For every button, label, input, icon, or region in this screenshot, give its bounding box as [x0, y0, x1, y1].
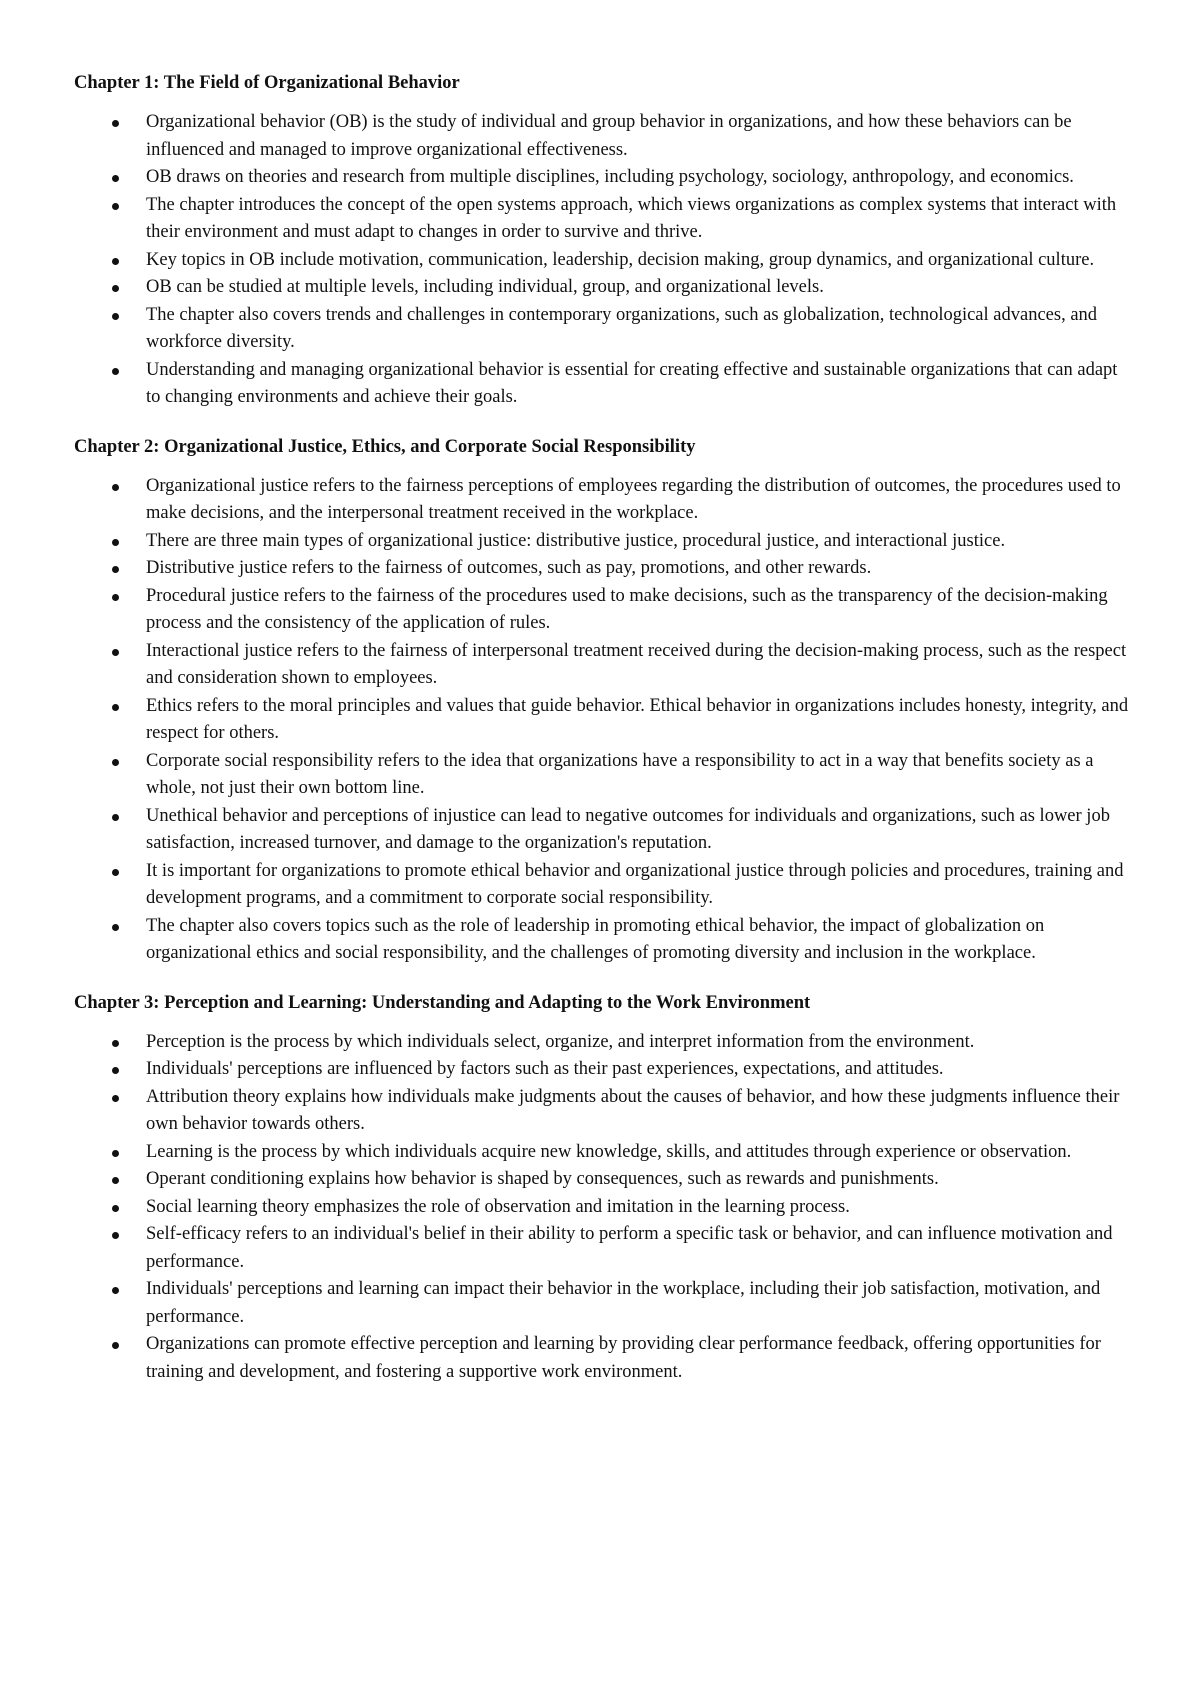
bullet-icon [112, 120, 119, 127]
list-item [74, 1139, 1134, 1167]
bullet-text: It is important for organizations to promote ethical behavior and organizational justice through policies and procedures, training and development programs, and a commitment to corporate social responsibility. [146, 860, 1124, 908]
bullet-text: OB can be studied at multiple levels, including individual, group, and organizational levels. [146, 277, 824, 297]
bullet-icon [112, 814, 119, 821]
bullet-text: Self-efficacy refers to an individual's belief in their ability to perform a specific task or behavior, and can influence motivation and performance. [146, 1224, 1113, 1272]
bullet-icon [112, 704, 119, 711]
bullet-icon [112, 484, 119, 491]
list-item [74, 1166, 1134, 1194]
list-item [74, 473, 1134, 528]
bullet-icon [112, 368, 119, 375]
chapter-1-title: Chapter 1: The Field of Organizational Behavior [74, 73, 460, 93]
list-item [74, 528, 1134, 556]
chapter-2-title: Chapter 2: Organizational Justice, Ethics, and Corporate Social Responsibility [74, 436, 696, 457]
bullet-icon [112, 924, 119, 931]
bullet-icon [112, 649, 119, 656]
list-item [74, 1029, 1134, 1057]
bullet-text: Perception is the process by which individuals select, organize, and interpret information from the environment. [146, 1031, 975, 1052]
list-item [74, 555, 1134, 583]
chapter-1-bullet-list [74, 109, 1134, 412]
bullet-icon [112, 313, 119, 320]
bullet-icon [112, 539, 119, 546]
list-item [74, 583, 1134, 638]
list-item [74, 192, 1134, 247]
list-item [74, 247, 1134, 275]
list-item [74, 1276, 1134, 1331]
bullet-icon [112, 869, 119, 876]
bullet-text: Operant conditioning explains how behavior is shaped by consequences, such as rewards and punishments. [146, 1169, 939, 1189]
bullet-text: Key topics in OB include motivation, communication, leadership, decision making, group dynamics, and organizational culture. [146, 249, 1095, 270]
list-item [74, 164, 1134, 192]
bullet-text: Organizational justice refers to the fairness perceptions of employees regarding the distribution of outcomes, the procedures used to make decisions, and the interpersonal treatment received in the workplace. [146, 475, 1121, 523]
bullet-icon [112, 759, 119, 766]
bullet-text: The chapter introduces the concept of the open systems approach, which views organizations as complex systems that interact with their environment and must adapt to changes in order to survive and thrive. [146, 194, 1117, 242]
list-item [74, 1221, 1134, 1276]
bullet-icon [112, 1040, 119, 1047]
bullet-text: The chapter also covers trends and challenges in contemporary organizations, such as globalization, technological advances, and workforce diversity. [146, 304, 1098, 352]
bullet-icon [112, 1232, 119, 1239]
bullet-icon [112, 258, 119, 265]
chapter-2-bullet-list [74, 473, 1134, 968]
bullet-text: Distributive justice refers to the fairness of outcomes, such as pay, promotions, and other rewards. [146, 558, 872, 578]
chapter-3-bullet-list [74, 1029, 1134, 1387]
list-item [74, 913, 1134, 968]
list-item [74, 109, 1134, 164]
bullet-text: Ethics refers to the moral principles and values that guide behavior. Ethical behavior in organizations includes honesty, integrity, and respect for others. [146, 695, 1129, 743]
list-item [74, 803, 1134, 858]
bullet-text: Unethical behavior and perceptions of injustice can lead to negative outcomes for individuals and organizations, such as lower job satisfaction, increased turnover, and damage to the organization's reputation. [146, 805, 1110, 853]
bullet-text: Attribution theory explains how individuals make judgments about the causes of behavior, and how these judgments influence their own behavior towards others. [146, 1086, 1120, 1134]
list-item [74, 1194, 1134, 1222]
bullet-icon [112, 1067, 119, 1074]
list-item [74, 274, 1134, 302]
bullet-icon [112, 1177, 119, 1184]
list-item [74, 693, 1134, 748]
list-item [74, 1331, 1134, 1386]
list-item [74, 302, 1134, 357]
list-item [74, 858, 1134, 913]
bullet-icon [112, 203, 119, 210]
chapter-3-section [74, 990, 1134, 1387]
bullet-text: Procedural justice refers to the fairness of the procedures used to make decisions, such as the transparency of the decision-making process and the consistency of the application of rules. [146, 585, 1108, 633]
bullet-text: Individuals' perceptions and learning can impact their behavior in the workplace, including their job satisfaction, motivation, and performance. [146, 1279, 1101, 1327]
chapter-3-title: Chapter 3: Perception and Learning: Understanding and Adapting to the Work Environment [74, 992, 811, 1013]
bullet-text: Social learning theory emphasizes the role of observation and imitation in the learning process. [146, 1196, 850, 1217]
bullet-text: Organizational behavior (OB) is the study of individual and group behavior in organizations, and how these behaviors can be influenced and managed to improve organizational effectiveness. [146, 112, 1072, 160]
bullet-text: Interactional justice refers to the fairness of interpersonal treatment received during the decision-making process, such as the respect and consideration shown to employees. [146, 640, 1127, 688]
bullet-icon [112, 1095, 119, 1102]
bullet-icon [112, 285, 119, 292]
bullet-icon [112, 594, 119, 601]
bullet-icon [112, 1150, 119, 1157]
bullet-text: Individuals' perceptions are influenced by factors such as their past experiences, expectations, and attitudes. [146, 1059, 944, 1079]
chapter-2-section [74, 434, 1134, 968]
bullet-icon [112, 1287, 119, 1294]
bullet-icon [112, 1342, 119, 1349]
chapter-1-section [74, 70, 1134, 412]
list-item [74, 748, 1134, 803]
bullet-icon [112, 1205, 119, 1212]
bullet-text: Organizations can promote effective perception and learning by providing clear performance feedback, offering opportunities for training and development, and fostering a supportive work environment. [146, 1334, 1101, 1382]
bullet-text: Learning is the process by which individuals acquire new knowledge, skills, and attitudes through experience or observation. [146, 1141, 1072, 1162]
list-item [74, 1056, 1134, 1084]
bullet-text: Understanding and managing organizational behavior is essential for creating effective and sustainable organizations that can adapt to changing environments and achieve their goals. [146, 359, 1118, 407]
list-item [74, 638, 1134, 693]
bullet-text: The chapter also covers topics such as the role of leadership in promoting ethical behavior, the impact of globalization on organizational ethics and social responsibility, and the challenges of promoting diversity and inclusion in the workplace. [146, 915, 1045, 963]
bullet-icon [112, 566, 119, 573]
bullet-text: Corporate social responsibility refers to the idea that organizations have a responsibility to act in a way that benefits society as a whole, not just their own bottom line. [146, 750, 1094, 798]
bullet-text: OB draws on theories and research from multiple disciplines, including psychology, sociology, anthropology, and economics. [146, 167, 1074, 187]
list-item [74, 1084, 1134, 1139]
bullet-icon [112, 175, 119, 182]
document-page [74, 70, 1134, 1408]
bullet-text: There are three main types of organizational justice: distributive justice, procedural justice, and interactional justice. [146, 530, 1006, 551]
list-item [74, 357, 1134, 412]
